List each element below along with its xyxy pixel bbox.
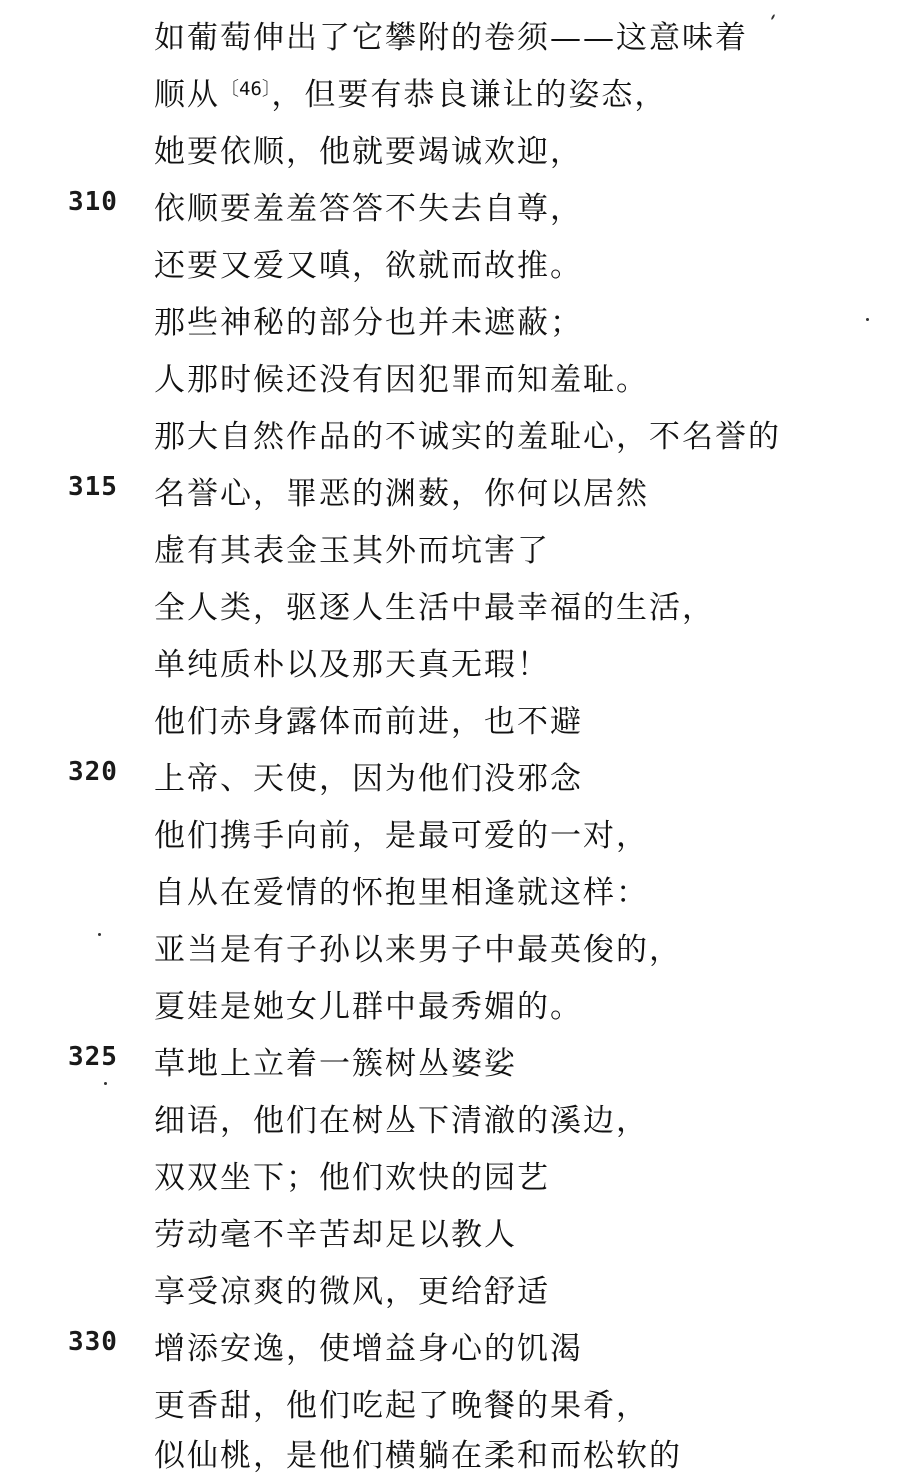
poem-line (0, 236, 900, 292)
line-number: 310 (68, 187, 118, 217)
poem-line (0, 407, 900, 463)
line-text: 享受凉爽的微风，更给舒适 (154, 1274, 550, 1310)
line-text: 上帝、天使，因为他们没邪念 (154, 761, 583, 797)
scan-speck (98, 933, 101, 936)
poem-line (0, 1148, 900, 1204)
line-text-before-note: 顺从 (154, 77, 220, 113)
poem-line (0, 1091, 900, 1147)
poem-line (0, 350, 900, 406)
poem-line (0, 293, 900, 349)
poem-line (0, 977, 900, 1033)
line-text: 双双坐下；他们欢快的园艺 (154, 1160, 550, 1196)
line-number: 325 (68, 1042, 118, 1072)
footnote-reference: 〔46〕 (220, 78, 272, 100)
line-text: 他们赤身露体而前进，也不避 (154, 704, 583, 740)
line-text: 亚当是有子孙以来男子中最英俊的， (154, 932, 682, 968)
line-text: 似仙桃，是他们横躺在柔和而松软的 (154, 1438, 682, 1474)
line-text: 名誉心，罪恶的渊薮，你何以居然 (154, 476, 649, 512)
poem-line (0, 806, 900, 862)
poem-line (0, 65, 900, 121)
poem-line (0, 8, 900, 64)
poem-line (0, 692, 900, 748)
line-text: 如葡萄伸出了它攀附的卷须——这意味着 (154, 20, 748, 56)
line-text: 她要依顺，他就要竭诚欢迎， (154, 134, 583, 170)
line-text: 草地上立着一簇树丛婆娑 (154, 1046, 517, 1082)
poem-line (0, 1376, 900, 1432)
poem-line (0, 578, 900, 634)
poem-line (0, 920, 900, 976)
line-text: 增添安逸，使增益身心的饥渴 (154, 1331, 583, 1367)
line-text-after-note: ，但要有恭良谦让的姿态， (271, 77, 668, 113)
line-text: 细语，他们在树丛下清澈的溪边， (154, 1103, 649, 1139)
line-text: 夏娃是她女儿群中最秀媚的。 (154, 989, 583, 1025)
line-text: 还要又爱又嗔，欲就而故推。 (154, 248, 583, 284)
scan-speck (104, 1082, 107, 1085)
scan-speck (866, 318, 869, 321)
poem-line (0, 464, 900, 520)
poem-line (0, 1205, 900, 1261)
line-text: 人那时候还没有因犯罪而知羞耻。 (154, 362, 649, 398)
line-text: 自从在爱情的怀抱里相逢就这样： (154, 875, 649, 911)
line-text: 全人类，驱逐人生活中最幸福的生活， (154, 590, 715, 626)
line-text: 那大自然作品的不诚实的羞耻心，不名誉的 (154, 419, 781, 455)
line-text: 虚有其表金玉其外而坑害了 (154, 533, 550, 569)
poem-line (0, 122, 900, 178)
line-text: 单纯质朴以及那天真无瑕！ (154, 647, 550, 683)
line-text: 他们携手向前，是最可爱的一对， (154, 818, 649, 854)
poem-line (0, 1262, 900, 1318)
line-number: 320 (68, 757, 118, 787)
poem-line (0, 179, 900, 235)
line-text (154, 69, 667, 114)
poem-line (0, 863, 900, 919)
poem-line (0, 1426, 900, 1482)
line-number: 315 (68, 472, 118, 502)
poem-line (0, 749, 900, 805)
line-number: 330 (68, 1327, 118, 1357)
poem-line (0, 635, 900, 691)
line-text: 那些神秘的部分也并未遮蔽； (154, 305, 583, 341)
line-text: 依顺要羞羞答答不失去自尊， (154, 191, 583, 227)
poem-line (0, 1319, 900, 1375)
poem-line (0, 521, 900, 577)
line-text: 劳动毫不辛苦却足以教人 (154, 1217, 517, 1253)
line-text: 更香甜，他们吃起了晚餐的果肴， (154, 1388, 649, 1424)
poem-line (0, 1034, 900, 1090)
